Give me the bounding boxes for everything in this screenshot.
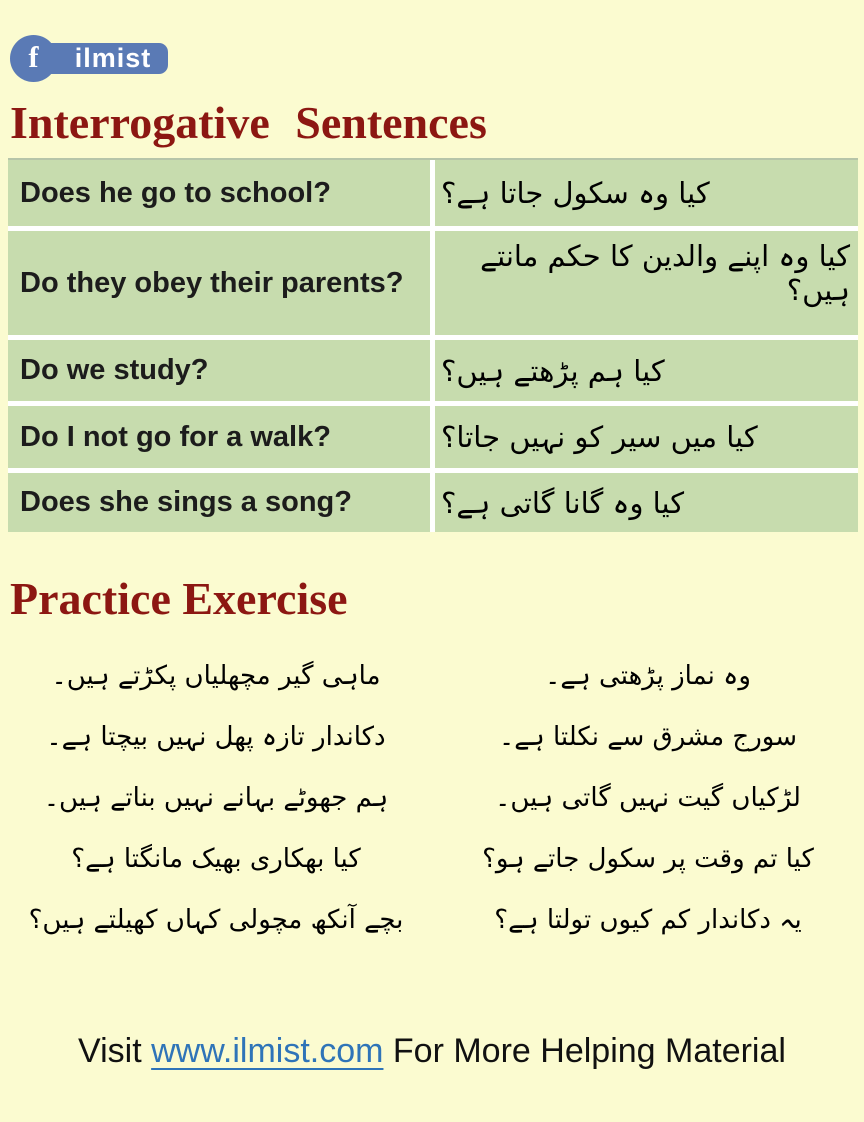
practice-sentence: کیا تم وقت پر سکول جاتے ہو؟ (482, 843, 814, 874)
table-cell-urdu: کیا وہ اپنے والدین کا حکم مانتے ہیں؟ (435, 231, 858, 335)
practice-sentence: ماہی گیر مچھلیاں پکڑتے ہیں۔ (51, 660, 381, 691)
footer-prefix: Visit (78, 1032, 152, 1070)
logo-brand-text: ilmist (74, 43, 152, 73)
page-title: Interrogative Sentences (10, 97, 487, 148)
practice-exercise-title: Practice Exercise (10, 573, 348, 624)
practice-sentence: سورج مشرق سے نکلتا ہے۔ (499, 721, 797, 752)
table-cell-urdu: کیا وہ سکول جاتا ہے؟ (435, 160, 858, 226)
practice-sentence: دکاندار تازہ پھل نہیں بیچتا ہے۔ (46, 721, 386, 752)
table-cell-urdu: کیا وہ گانا گاتی ہے؟ (435, 473, 858, 532)
ilmist-website-link[interactable]: www.ilmist.com (151, 1032, 384, 1070)
ilmist-logo (10, 30, 170, 84)
f-logo-letter: f (28, 40, 39, 74)
table-cell-urdu: کیا ہم پڑھتے ہیں؟ (435, 340, 858, 401)
practice-sentence: بچے آنکھ مچولی کہاں کھیلتے ہیں؟ (28, 904, 404, 935)
practice-sentence: یہ دکاندار کم کیوں تولتا ہے؟ (494, 904, 802, 935)
practice-sentence: کیا بھکاری بھیک مانگتا ہے؟ (71, 843, 361, 874)
table-cell-english: Does she sings a song? (8, 473, 430, 532)
table-cell-english: Do they obey their parents? (8, 231, 430, 335)
practice-sentence: لڑکیاں گیت نہیں گاتی ہیں۔ (495, 782, 801, 813)
footer (0, 1032, 864, 1071)
practice-sentence: ہم جھوٹے بہانے نہیں بناتے ہیں۔ (43, 782, 389, 813)
table-cell-urdu: کیا میں سیر کو نہیں جاتا؟ (435, 406, 858, 468)
table-cell-english: Do I not go for a walk? (8, 406, 430, 468)
f-logo-icon (10, 35, 57, 82)
table-cell-english: Do we study? (8, 340, 430, 401)
practice-exercise-list (0, 645, 864, 950)
footer-suffix: For More Helping Material (383, 1032, 786, 1070)
table-cell-english: Does he go to school? (8, 160, 430, 226)
practice-sentence: وہ نماز پڑھتی ہے۔ (545, 660, 751, 691)
translation-table (8, 158, 858, 532)
